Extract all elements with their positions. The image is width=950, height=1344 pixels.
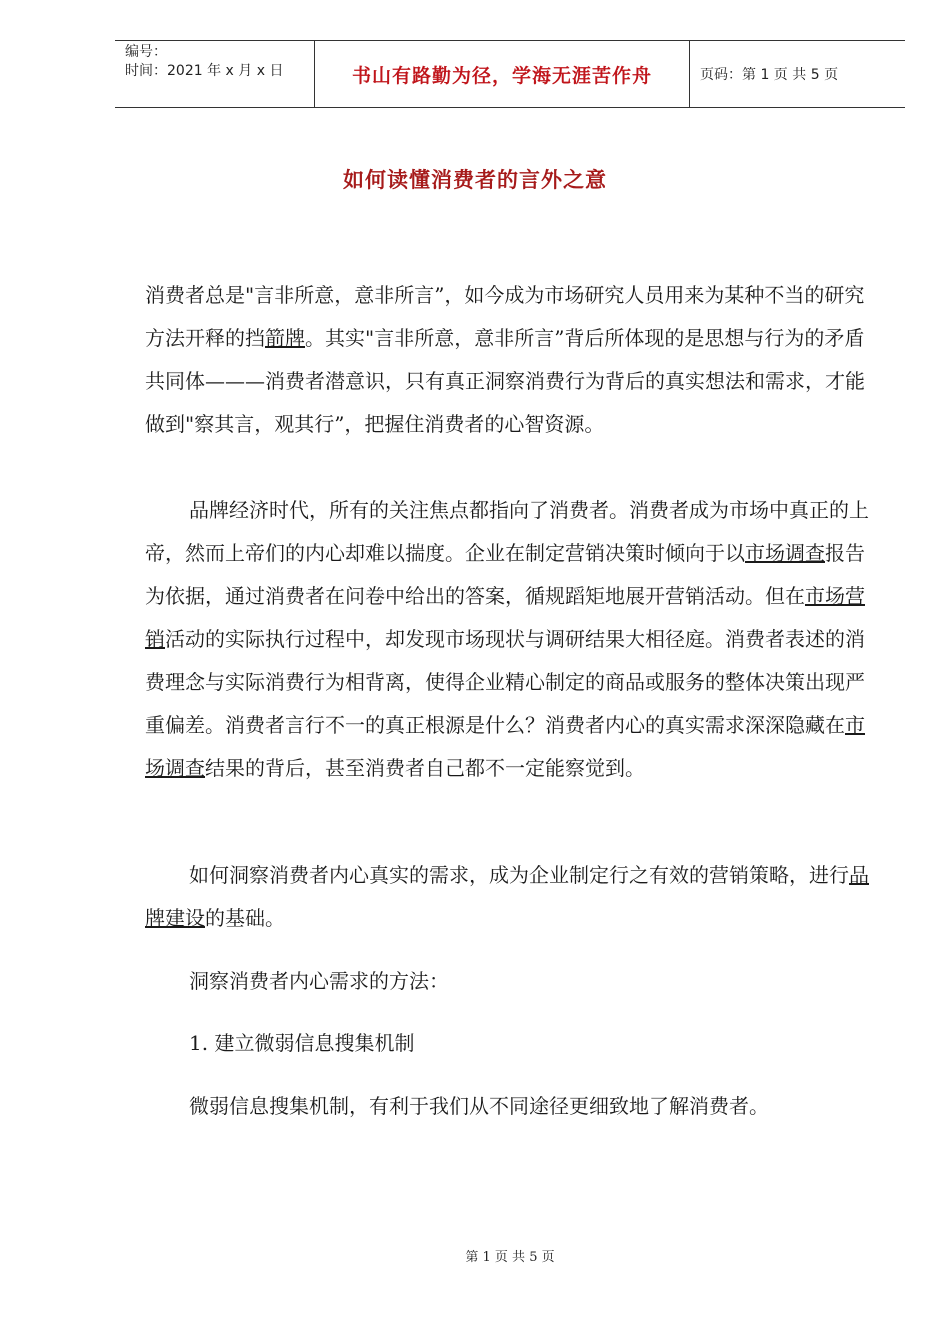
paragraph-insight	[145, 854, 875, 940]
paragraph-weak-signal: 微弱信息搜集机制，有利于我们从不同途径更细致地了解消费者。	[189, 1094, 769, 1118]
header-meta	[115, 41, 315, 107]
paragraph-text: 报告为依据，通过消费者在问卷中给出的答案，循规蹈矩地展开营销活动。但在	[145, 541, 865, 608]
time-label: 时间：2021 年 x 月 x 日	[125, 63, 284, 79]
link-brand-building[interactable]: 品牌建设	[145, 863, 869, 930]
paragraph-methods: 洞察消费者内心需求的方法：	[189, 969, 449, 993]
section-heading-1: 1. 建立微弱信息搜集机制	[189, 1031, 415, 1055]
paragraph-text: 消费者总是"言非所意，意非所言”，如今成为市场研究人员用来为某种不当的研究方法开释的挡	[145, 283, 865, 350]
link-jianpai[interactable]: 箭牌	[265, 326, 305, 350]
page-info: 页码：第 1 页 共 5 页	[700, 67, 839, 83]
paragraph-intro	[145, 274, 875, 446]
paragraph-text: 的基础。	[205, 906, 285, 930]
header-table	[115, 40, 905, 108]
paragraph-text: 活动的实际执行过程中，却发现市场现状与调研结果大相径庭。消费者表述的消费理念与实际消费行为相背离，使得企业精心制定的商品或服务的整体决策出现严重偏差。消费者言行不一的真正根源是什么？消费者内心的真实需求深深隐藏在	[145, 627, 865, 737]
link-marketing[interactable]: 市场营销	[145, 584, 865, 651]
header-motto: 书山有路勤为径，学海无涯苦作舟	[315, 41, 690, 107]
link-market-research-2[interactable]: 市场调查	[145, 713, 865, 780]
paragraph-text: 。其实"言非所意，意非所言”背后所体现的是思想与行为的矛盾共同体———消费者潜意识，只有真正洞察消费行为背后的真实想法和需求，才能做到"察其言，观其行”，把握住消费者的心智资源。	[145, 326, 865, 436]
paragraph-text: 结果的背后，甚至消费者自己都不一定能察觉到。	[205, 756, 645, 780]
link-market-research[interactable]: 市场调查	[745, 541, 825, 565]
paragraph-text: 品牌经济时代，所有的关注焦点都指向了消费者。消费者成为市场中真正的上帝，然而上帝们的内心却难以揣度。企业在制定营销决策时倾向于以	[145, 498, 869, 565]
number-label: 编号：	[125, 44, 167, 60]
paragraph-brand-economy	[145, 489, 875, 790]
page-footer: 第 1 页 共 5 页	[465, 1250, 555, 1265]
paragraph-text: 如何洞察消费者内心真实的需求，成为企业制定行之有效的营销策略，进行	[189, 863, 849, 887]
document-title: 如何读懂消费者的言外之意	[343, 167, 607, 192]
